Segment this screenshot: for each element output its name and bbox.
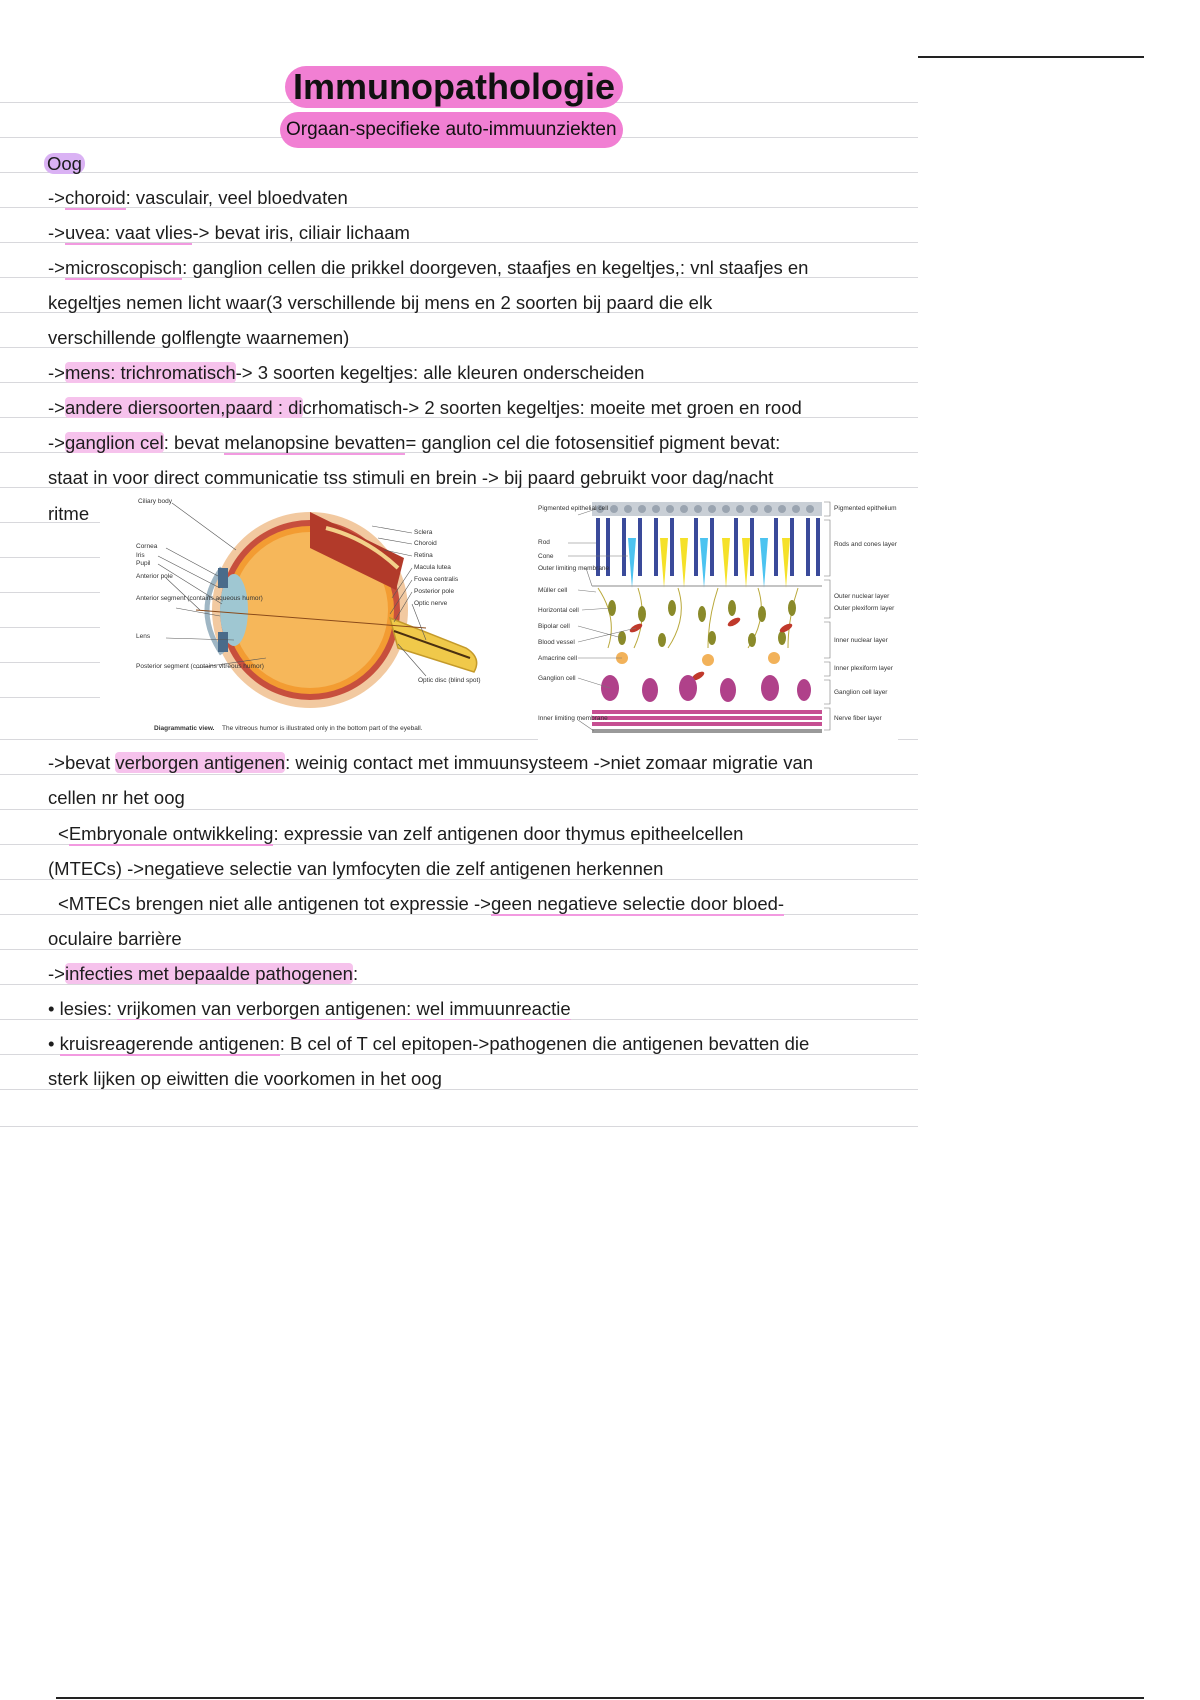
keyword: uvea: vaat vlies [64, 222, 193, 243]
bottom-margin-rule [56, 1697, 1144, 1699]
keyword: infecties met bepaalde pathogenen [64, 963, 353, 984]
eye-label: Optic nerve [414, 600, 448, 607]
retina-layers-figure [538, 498, 898, 750]
text-run: : ganglion cellen die prikkel doorgeven, staafjes en kegeltjes,: vnl staafjes en [182, 257, 809, 278]
ruled-line [0, 557, 100, 558]
text-run: crhomatisch-> 2 soorten kegeltjes: moeite met groen en rood [302, 397, 802, 418]
text-run: < [58, 823, 69, 844]
note-line-paard [48, 396, 802, 420]
text-run: -> bevat iris, ciliair lichaam [192, 222, 410, 243]
note-line-embryonale [58, 822, 743, 846]
eye-label: Choroid [414, 540, 437, 547]
text-run: • lesies: [48, 998, 118, 1019]
retina-label: Outer nuclear layer [834, 593, 890, 600]
retina-label: Ganglion cell [538, 675, 576, 682]
keyword: melanopsine bevatten [224, 432, 406, 453]
text-run: • [48, 1033, 60, 1054]
eye-anatomy-figure [136, 498, 482, 736]
retina-label: Bipolar cell [538, 623, 570, 630]
eye-label: Retina [414, 552, 433, 559]
text-run: ->bevat [48, 752, 116, 773]
retina-label: Outer plexiform layer [834, 605, 895, 612]
note-line: cellen nr het oog [48, 787, 185, 808]
eye-label: Anterior segment (contains aqueous humor) [136, 595, 263, 602]
retina-label: Inner plexiform layer [834, 665, 893, 672]
note-line: ritme [48, 503, 90, 524]
retina-label: Inner limiting membrane [538, 715, 608, 722]
keyword: verborgen antigenen [115, 752, 286, 773]
note-line-kruisreagerende [48, 1032, 809, 1056]
text-run: -> [48, 222, 65, 243]
text-run: -> [48, 257, 65, 278]
eye-label: Macula lutea [414, 564, 451, 571]
keyword: andere diersoorten,paard : di [64, 397, 303, 418]
eye-label: Iris [136, 552, 145, 559]
keyword: geen negatieve selectie door bloed- [490, 893, 785, 914]
note-line: verschillende golflengte waarnemen) [48, 327, 350, 348]
eye-label: Optic disc (blind spot) [418, 677, 481, 684]
note-line: staat in voor direct communicatie tss stimuli en brein -> bij paard gebruikt voor dag/nacht [48, 467, 774, 488]
ruled-line [0, 697, 100, 698]
note-line-microscopisch [48, 256, 808, 280]
page-title: Immunopathologie [285, 66, 623, 108]
inner-limiting-membrane-shape [592, 729, 822, 733]
note-line: (MTECs) ->negatieve selectie van lymfocyten die zelf antigenen herkennen [48, 858, 664, 879]
text-run: : weinig contact met immuunsysteem ->niet zomaar migratie van [285, 752, 814, 773]
retina-label: Pigmented epithelial cell [538, 505, 609, 512]
text-run: : B cel of T cel epitopen->pathogenen die antigenen bevatten die [279, 1033, 810, 1054]
eye-caption: The vitreous humor is illustrated only in the bottom part of the eyeball. [222, 725, 423, 732]
eye-label: Pupil [136, 560, 151, 567]
keyword: ganglion cel [64, 432, 164, 453]
text-run: -> [48, 963, 65, 984]
section-heading-text: Oog [44, 153, 85, 174]
eye-label: Ciliary body [138, 498, 172, 505]
retina-label: Rods and cones layer [834, 541, 897, 548]
eye-label: Anterior pole [136, 573, 173, 580]
ruled-line [0, 662, 100, 663]
note-line-verborgen-antigenen [48, 751, 813, 775]
note-line-mens [48, 361, 644, 385]
retina-label: Pigmented epithelium [834, 505, 897, 512]
top-margin-rule [918, 56, 1144, 58]
keyword: choroid [64, 187, 126, 208]
text-run: : [352, 963, 359, 984]
text-run: : vasculair, veel bloedvaten [125, 187, 348, 208]
retina-label: Müller cell [538, 587, 568, 594]
eye-label: Posterior segment (contains vitreous humor) [136, 663, 264, 670]
keyword: mens: trichromatisch [64, 362, 236, 383]
note-line: kegeltjes nemen licht waar(3 verschillende bij mens en 2 soorten bij paard die elk [48, 292, 713, 313]
keyword: microscopisch [64, 257, 183, 278]
retina-label: Rod [538, 539, 550, 546]
keyword: vrijkomen van verborgen antigenen: wel immuunreactie [117, 998, 571, 1019]
note-line-infecties [48, 962, 358, 986]
retina-label: Cone [538, 553, 554, 560]
ruled-line [0, 172, 918, 173]
page-subtitle: Orgaan-specifieke auto-immuunziekten [280, 112, 623, 148]
ruled-line [0, 1126, 918, 1127]
text-run: : bevat [163, 432, 225, 453]
note-line-ganglion [48, 431, 780, 455]
note-line-choroid [48, 186, 348, 210]
eye-label: Cornea [136, 543, 158, 550]
keyword: Embryonale ontwikkeling [68, 823, 274, 844]
retina-label: Inner nuclear layer [834, 637, 888, 644]
text-run: -> [48, 397, 65, 418]
note-line: sterk lijken op eiwitten die voorkomen in het oog [48, 1068, 442, 1089]
retina-label: Amacrine cell [538, 655, 578, 662]
retina-label: Blood vessel [538, 639, 575, 646]
text-run: -> [48, 187, 65, 208]
text-run: = ganglion cel die fotosensitief pigment bevat: [405, 432, 781, 453]
text-run: -> [48, 362, 65, 383]
keyword: kruisreagerende antigenen [59, 1033, 280, 1054]
eye-label: Posterior pole [414, 588, 455, 595]
text-run: : expressie van zelf antigenen door thymus epitheelcellen [273, 823, 744, 844]
note-line: oculaire barrière [48, 928, 182, 949]
retina-label: Outer limiting membrane [538, 565, 610, 572]
eye-label: Sclera [414, 529, 433, 536]
retina-label: Nerve fiber layer [834, 715, 882, 722]
eye-label: Fovea centralis [414, 576, 459, 583]
text-run: -> 3 soorten kegeltjes: alle kleuren onderscheiden [235, 362, 645, 383]
note-line-mtecs [58, 892, 784, 916]
eye-caption-bold: Diagrammatic view. [154, 725, 215, 732]
section-heading [44, 152, 85, 176]
text-run: <MTECs brengen niet alle antigenen tot expressie -> [58, 893, 491, 914]
ruled-line [0, 627, 100, 628]
eye-label: Lens [136, 633, 151, 640]
note-line-lesies [48, 997, 571, 1021]
retina-label: Ganglion cell layer [834, 689, 888, 696]
text-run: -> [48, 432, 65, 453]
ruled-line [0, 592, 100, 593]
note-line-uvea [48, 221, 410, 245]
retina-label: Horizontal cell [538, 607, 579, 614]
